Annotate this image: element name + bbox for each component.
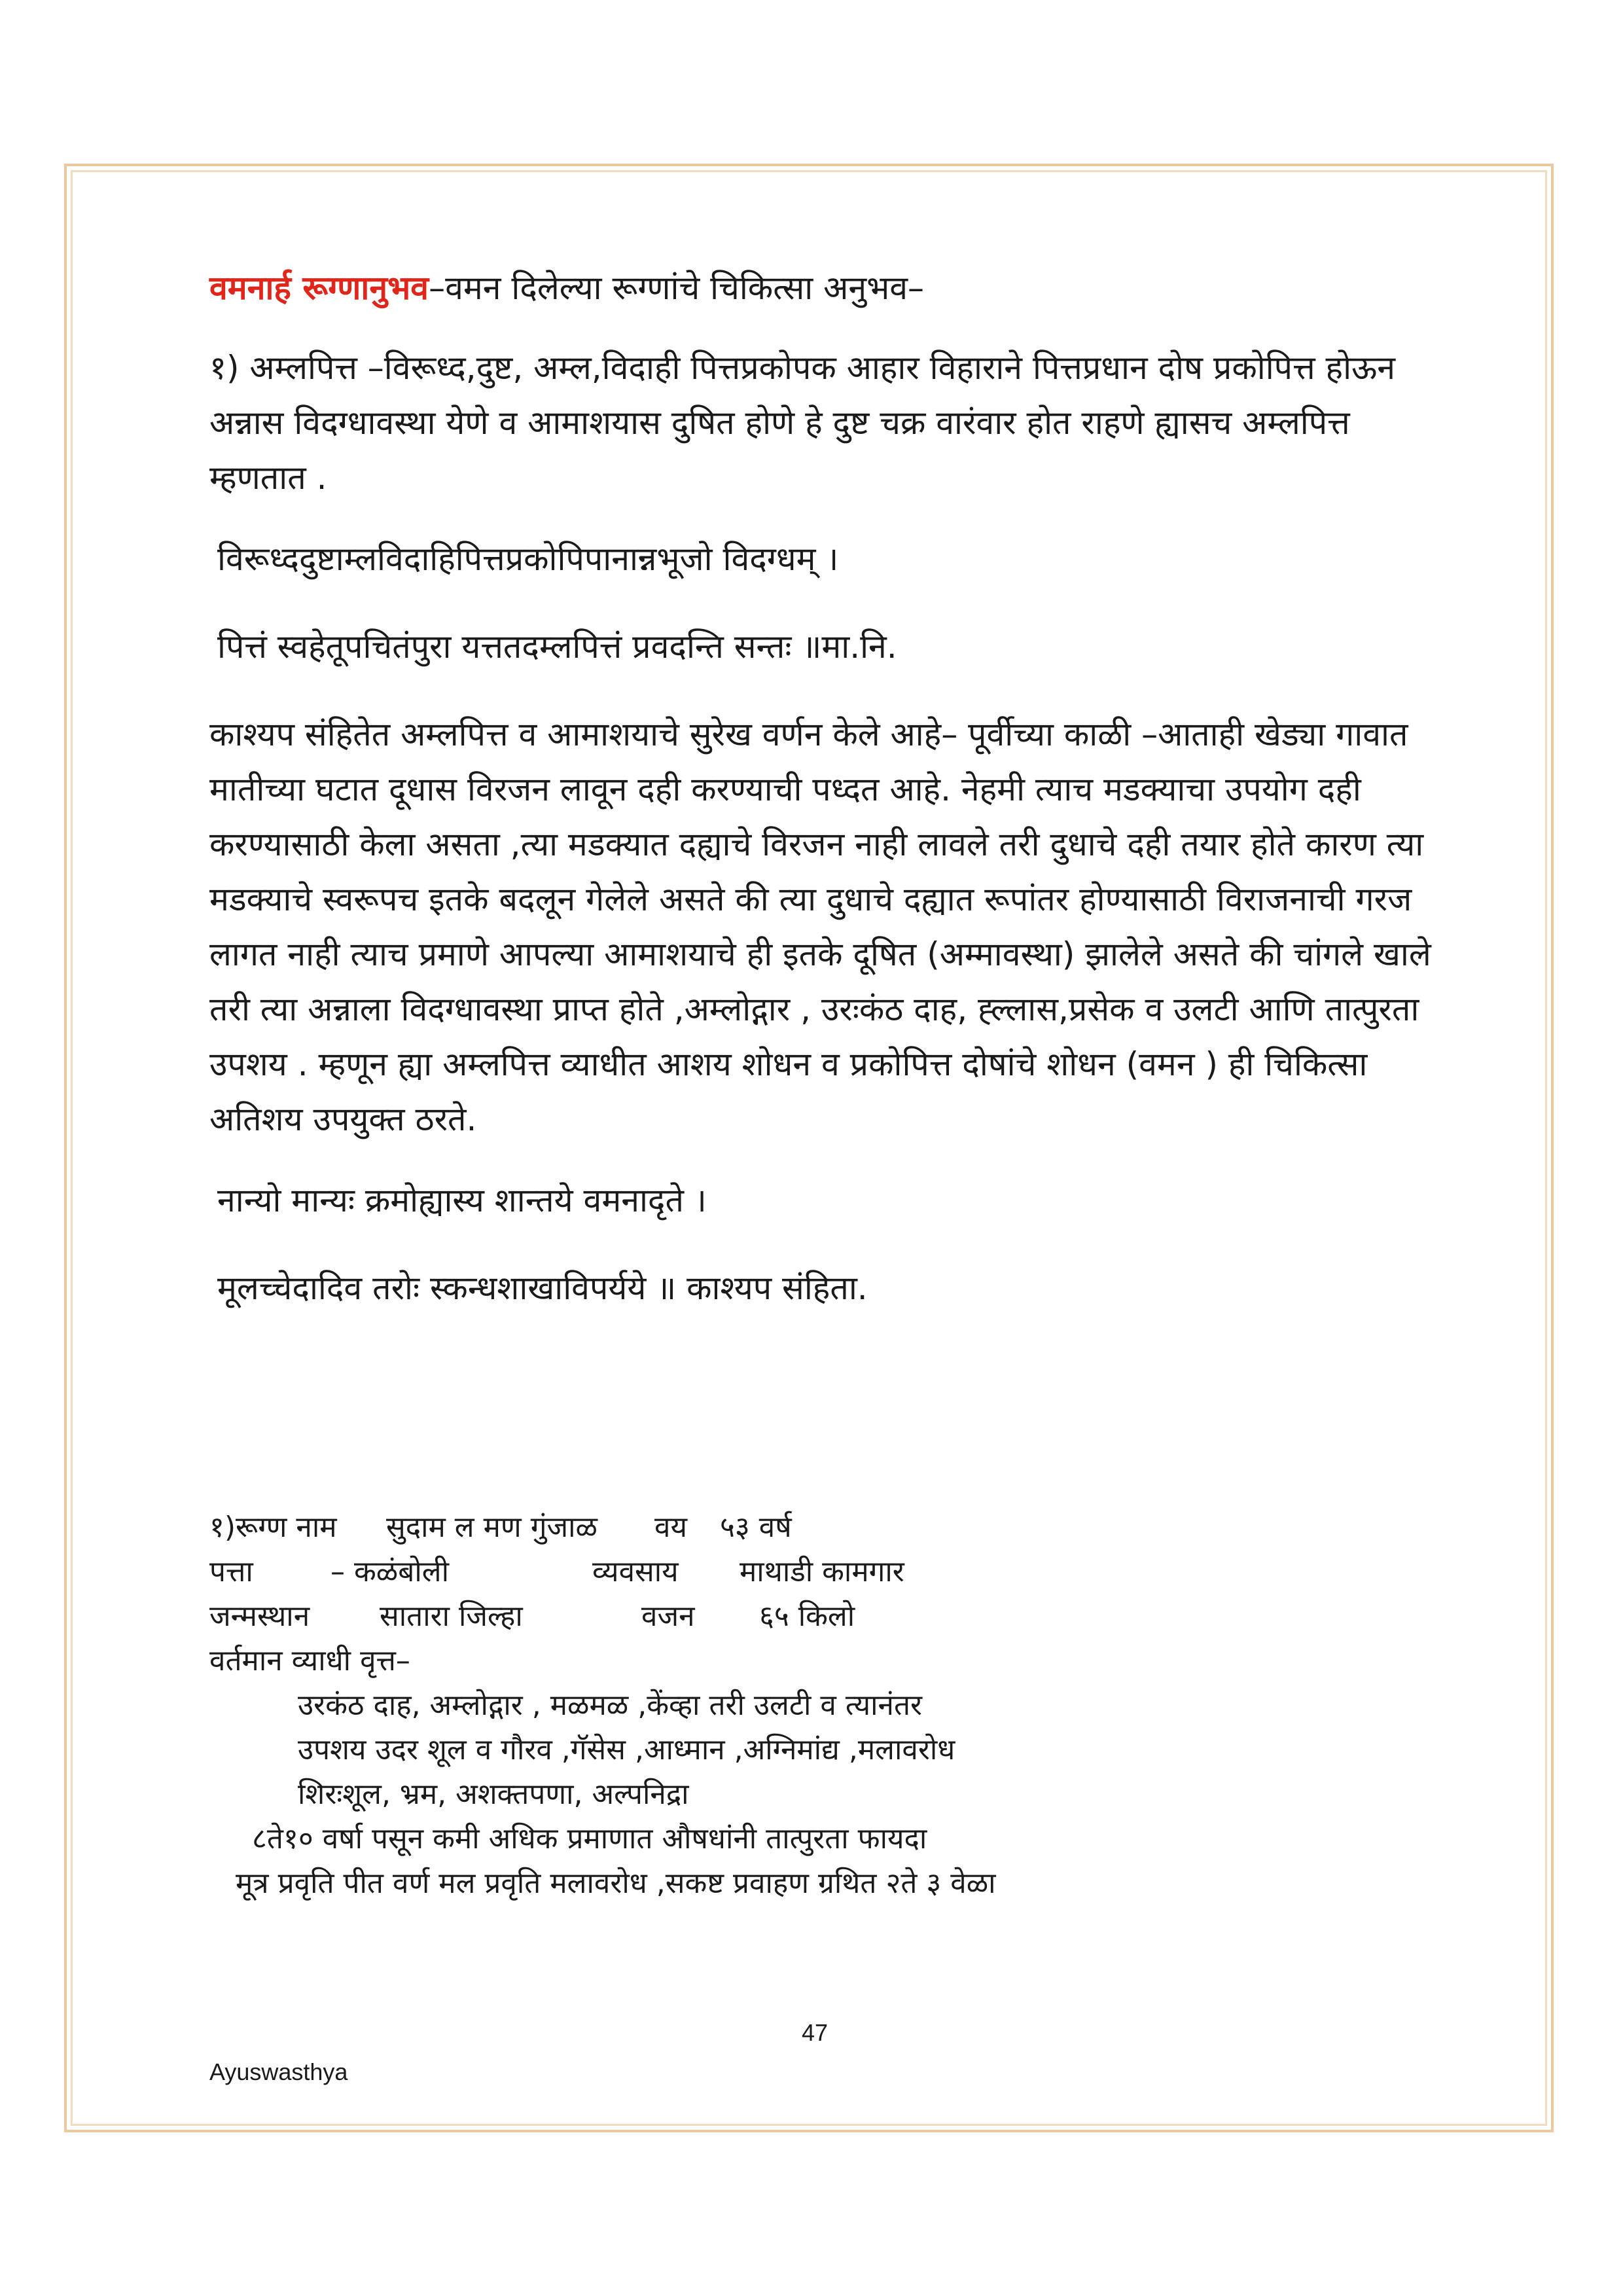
symptom-line-1: उरकंठ दाह, अम्लोद्गार , मळमळ ,केंव्हा तरी उलटी व त्यानंतर: [298, 1689, 923, 1722]
patient-details: [209, 1505, 1453, 1906]
patient-age-label: वय: [654, 1511, 687, 1544]
patient-birthplace-label: जन्मस्थान: [209, 1600, 310, 1633]
symptom-line-3: शिरःशूल, भ्रम, अशक्तपणा, अल्पनिद्रा: [298, 1778, 689, 1811]
patient-name-row: [209, 1505, 1453, 1550]
verse-line-2: पित्तं स्वहेतूपचितंपुरा यत्ततदम्लपित्तं प्रवदन्ति सन्तः ॥मा.नि.: [217, 628, 897, 666]
patient-address-value: – कळंबोली: [330, 1555, 449, 1588]
heading-subtitle: –वमन दिलेल्या रूग्णांचे चिकित्सा अनुभव–: [429, 269, 925, 307]
patient-address-label: पत्ता: [209, 1555, 253, 1588]
duration-line: ८ते१० वर्षा पसून कमी अधिक प्रमाणात औषधांनी तात्पुरता फायदा: [252, 1822, 927, 1856]
verse-line-3: नान्यो मान्यः क्रमोह्यास्य शान्तये वमनादृते ।: [217, 1181, 707, 1219]
patient-name-value: सुदाम ल मण गुंजाळ: [386, 1511, 597, 1544]
patient-birthplace-row: [209, 1594, 1453, 1639]
heading-title: वमनार्ह रूग्णानुभव: [209, 269, 429, 307]
patient-age-value: ५३ वर्ष: [720, 1511, 792, 1544]
patient-occupation-label: व्यवसाय: [592, 1555, 679, 1588]
symptom-line-2: उपशय उदर शूल व गौरव ,गॅसेस ,आध्मान ,अग्निमांद्य ,मलावरोध: [298, 1733, 955, 1767]
history-label: वर्तमान व्याधी वृत्त–: [209, 1644, 410, 1677]
main-content: [209, 262, 1453, 1348]
publication-name: Ayuswasthya: [209, 2058, 348, 2085]
patient-weight-label: वजन: [641, 1600, 695, 1633]
patient-birthplace-value: सातारा जिल्हा: [380, 1600, 523, 1633]
kashyap-paragraph: काश्यप संहितेत अम्लपित्त व आमाशयाचे सुरेख वर्णन केले आहे– पूर्वीच्या काळी –आताही खेड्या गावात मातीच्या घटात दूधास विरजन लावून दही करण्याची पध्दत आहे. नेहमी त्याच मडक्याचा उपयोग दही करण्यासाठी केला असता ,त्या मडक्यात दह्याचे विरजन नाही लावले तरी दुधाचे दही तयार होते कारण त्या मडक्याचे स्वरूपच इतके बदलून गेलेले असते की त्या दुधाचे दह्यात रूपांतर होण्यासाठी विराजनाची गरज लागत नाही त्याच प्रमाणे आपल्या आमाशयाचे ही इतके दूषित (अम्मावस्था) झालेले असते की चांगले खाले तरी त्या अन्नाला विदग्धावस्था प्राप्त होते ,अम्लोद्गार , उरःकंठ दाह, ह्ल्लास,प्रसेक व उलटी आणि तात्पुरता उपशय . म्हणून ह्या अम्लपित्त व्याधीत आशय शोधन व प्रकोपित्त दोषांचे शोधन (वमन ) ही चिकित्सा अतिशय उपयुक्त ठरते.: [209, 715, 1431, 1138]
urine-stool-line: मूत्र प्रवृति पीत वर्ण मल प्रवृति मलावरोध ,सकष्ट प्रवाहण ग्रथित २ते ३ वेळा: [236, 1867, 996, 1900]
verse-line-1: विरूध्ददुष्टाम्लविदाहिपित्तप्रकोपिपानान्नभूजो विदग्धम् ।: [217, 540, 839, 578]
patient-address-row: [209, 1550, 1453, 1594]
patient-occupation-value: माथाडी कामगार: [740, 1555, 904, 1588]
patient-name-label: १)रूग्ण नाम: [209, 1511, 337, 1544]
amlapitta-definition: १) अम्लपित्त –विरूध्द,दुष्ट, अम्ल,विदाही पित्तप्रकोपक आहार विहाराने पित्तप्रधान दोष प्रकोपित्त होऊन अन्नास विदग्धावस्था येणे व आमाशयास दुषित होणे हे दुष्ट चक्र वारंवार होत राहणे ह्यासच अम्लपित्त म्हणतात .: [209, 349, 1396, 497]
patient-weight-value: ६५ किलो: [759, 1600, 855, 1633]
section-heading: [209, 262, 1453, 314]
page-number: 47: [802, 2019, 829, 2046]
verse-line-4: मूलच्चेदादिव तरोः स्कन्धशाखाविपर्यये ॥ काश्यप संहिता.: [217, 1269, 868, 1307]
